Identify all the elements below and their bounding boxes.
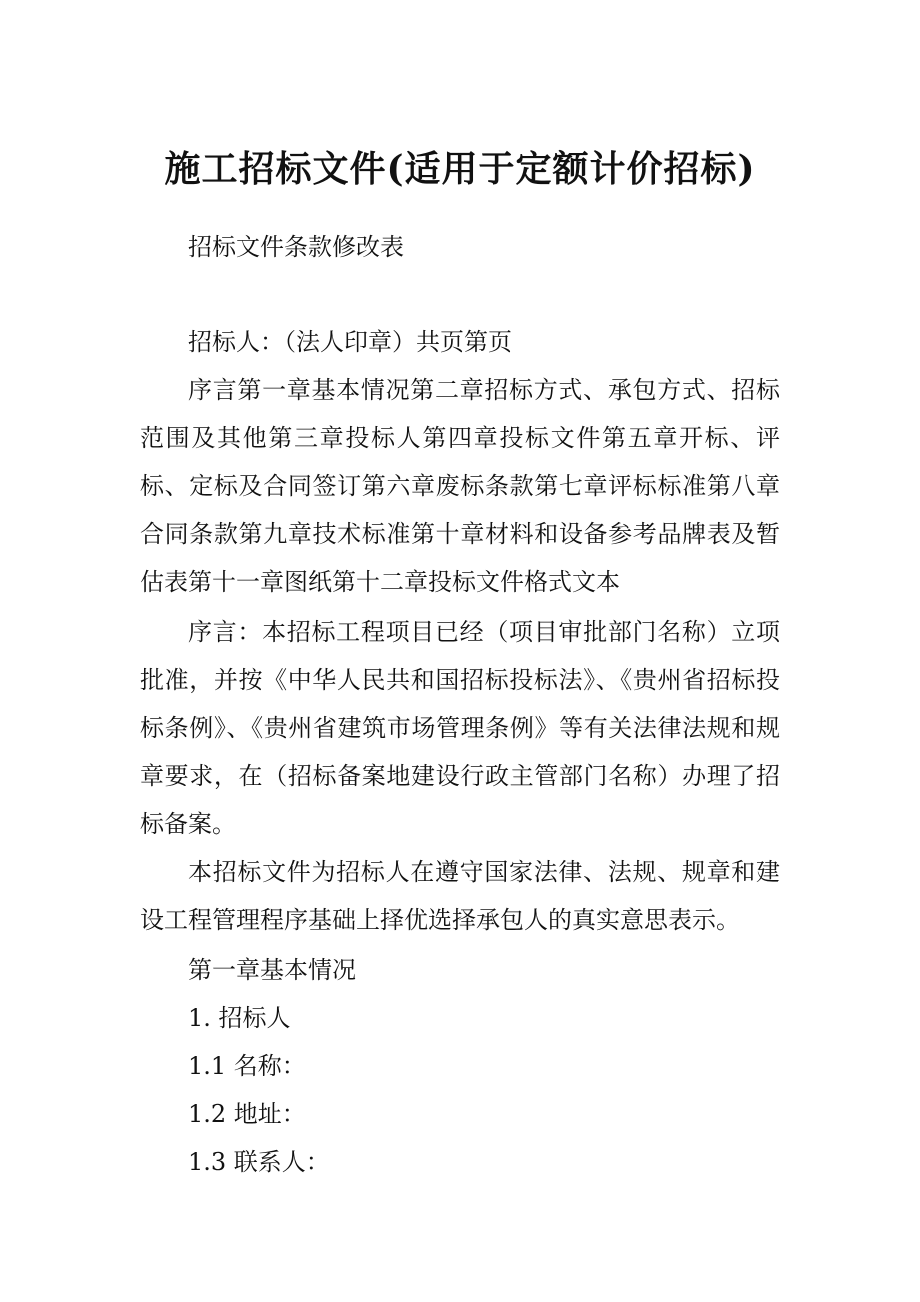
preface-paragraph: 序言：本招标工程项目已经（项目审批部门名称）立项批准，并按《中华人民共和国招标投标法》、《贵州省招标投标条例》、《贵州省建筑市场管理条例》等有关法律法规和规章要求，在（招标备案地建设行政主管部门名称）办理了招标备案。 xyxy=(140,618,780,838)
statement-paragraph: 本招标文件为招标人在遵守国家法律、法规、规章和建设工程管理程序基础上择优选择承包人的真实意思表示。 xyxy=(140,858,780,934)
list-item-1-1: 1.1 名称： xyxy=(188,1052,306,1080)
list-item-1-3: 1.3 联系人： xyxy=(188,1148,330,1176)
list-item-1: 1. 招标人 xyxy=(188,1004,291,1032)
signature-line: 招标人：（法人印章）共页第页 xyxy=(188,328,512,356)
subtitle: 招标文件条款修改表 xyxy=(188,233,404,261)
chapter-heading: 第一章基本情况 xyxy=(188,956,356,984)
document-title: 施工招标文件(适用于定额计价招标) xyxy=(164,148,756,190)
toc-paragraph: 序言第一章基本情况第二章招标方式、承包方式、招标范围及其他第三章投标人第四章投标文件第五章开标、评标、定标及合同签订第六章废标条款第七章评标标准第八章合同条款第九章技术标准第十章材料和设备参考品牌表及暂估表第十一章图纸第十二章投标文件格式文本 xyxy=(140,376,780,596)
list-item-1-2: 1.2 地址： xyxy=(188,1100,306,1128)
